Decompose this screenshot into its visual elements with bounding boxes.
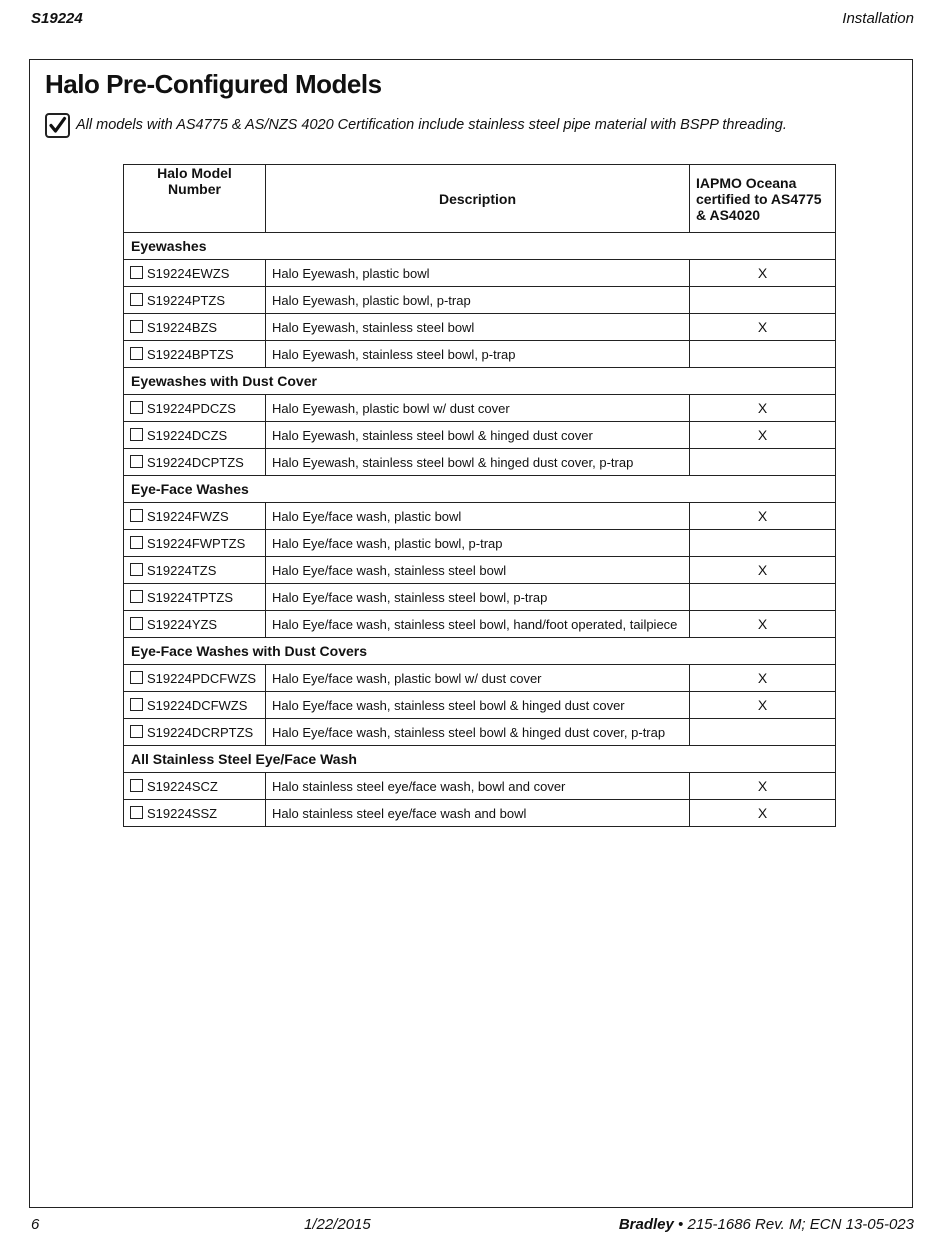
model-checkbox[interactable] bbox=[130, 617, 143, 630]
description-cell: Halo stainless steel eye/face wash, bowl and cover bbox=[266, 773, 690, 800]
table-row bbox=[124, 395, 836, 422]
model-checkbox[interactable] bbox=[130, 563, 143, 576]
header-section: Installation bbox=[842, 10, 914, 27]
model-number: S19224FWPTZS bbox=[147, 535, 246, 551]
certification-mark bbox=[690, 584, 836, 611]
model-number: S19224PDCZS bbox=[147, 400, 236, 416]
table-row bbox=[124, 503, 836, 530]
table-row bbox=[124, 773, 836, 800]
table-row bbox=[124, 557, 836, 584]
model-cell bbox=[124, 449, 266, 476]
certification-mark: X bbox=[690, 314, 836, 341]
model-cell bbox=[124, 314, 266, 341]
model-number: S19224FWZS bbox=[147, 508, 229, 524]
model-checkbox[interactable] bbox=[130, 509, 143, 522]
description-cell: Halo stainless steel eye/face wash and bowl bbox=[266, 800, 690, 827]
table-row bbox=[124, 449, 836, 476]
description-cell: Halo Eyewash, stainless steel bowl & hinged dust cover, p-trap bbox=[266, 449, 690, 476]
model-cell bbox=[124, 395, 266, 422]
table-row bbox=[124, 584, 836, 611]
description-cell: Halo Eye/face wash, stainless steel bowl & hinged dust cover bbox=[266, 692, 690, 719]
model-number: S19224PTZS bbox=[147, 292, 226, 308]
section-row bbox=[124, 476, 836, 503]
model-checkbox[interactable] bbox=[130, 455, 143, 468]
description-cell: Halo Eye/face wash, stainless steel bowl, hand/foot operated, tailpiece bbox=[266, 611, 690, 638]
model-number: S19224DCPTZS bbox=[147, 454, 244, 470]
table-row bbox=[124, 665, 836, 692]
certification-mark bbox=[690, 341, 836, 368]
description-cell: Halo Eyewash, plastic bowl, p-trap bbox=[266, 287, 690, 314]
model-checkbox[interactable] bbox=[130, 671, 143, 684]
table-header-row bbox=[124, 165, 836, 233]
table-row bbox=[124, 314, 836, 341]
model-number: S19224YZS bbox=[147, 616, 218, 632]
model-number: S19224EWZS bbox=[147, 265, 230, 281]
header-doc-id: S19224 bbox=[31, 10, 83, 27]
header-certification: IAPMO Oceana certified to AS4775 & AS4020 bbox=[690, 165, 836, 233]
section-title: Eye-Face Washes with Dust Covers bbox=[124, 638, 836, 665]
table-row bbox=[124, 260, 836, 287]
models-table bbox=[123, 164, 836, 827]
model-checkbox[interactable] bbox=[130, 401, 143, 414]
model-cell bbox=[124, 611, 266, 638]
model-number: S19224SCZ bbox=[147, 778, 218, 794]
model-cell bbox=[124, 665, 266, 692]
model-cell bbox=[124, 260, 266, 287]
certification-mark: X bbox=[690, 611, 836, 638]
model-checkbox[interactable] bbox=[130, 698, 143, 711]
model-number: S19224PDCFWZS bbox=[147, 670, 257, 686]
model-number: S19224TZS bbox=[147, 562, 217, 578]
model-cell bbox=[124, 287, 266, 314]
section-row bbox=[124, 368, 836, 395]
model-cell bbox=[124, 773, 266, 800]
model-checkbox[interactable] bbox=[130, 347, 143, 360]
certification-mark: X bbox=[690, 692, 836, 719]
certification-mark: X bbox=[690, 503, 836, 530]
certification-mark: X bbox=[690, 557, 836, 584]
model-number: S19224DCRPTZS bbox=[147, 724, 254, 740]
model-number: S19224BZS bbox=[147, 319, 218, 335]
certification-mark: X bbox=[690, 422, 836, 449]
certification-mark bbox=[690, 530, 836, 557]
model-cell bbox=[124, 800, 266, 827]
header-model-number: Halo Model Number bbox=[124, 165, 266, 233]
model-checkbox[interactable] bbox=[130, 725, 143, 738]
note-text: All models with AS4775 & AS/NZS 4020 Certification include stainless steel pipe material with BSPP threading. bbox=[76, 117, 787, 133]
footer-brand: Bradley bbox=[618, 1216, 674, 1233]
model-cell bbox=[124, 530, 266, 557]
description-cell: Halo Eye/face wash, stainless steel bowl bbox=[266, 557, 690, 584]
model-checkbox[interactable] bbox=[130, 779, 143, 792]
model-number: S19224SSZ bbox=[147, 805, 218, 821]
section-title: Eyewashes with Dust Cover bbox=[124, 368, 836, 395]
description-cell: Halo Eye/face wash, plastic bowl, p-trap bbox=[266, 530, 690, 557]
section-title: Eyewashes bbox=[124, 233, 836, 260]
table-row bbox=[124, 341, 836, 368]
certification-mark: X bbox=[690, 395, 836, 422]
certification-mark bbox=[690, 449, 836, 476]
model-checkbox[interactable] bbox=[130, 428, 143, 441]
section-row bbox=[124, 638, 836, 665]
description-cell: Halo Eye/face wash, plastic bowl bbox=[266, 503, 690, 530]
description-cell: Halo Eyewash, stainless steel bowl bbox=[266, 314, 690, 341]
table-row bbox=[124, 719, 836, 746]
certification-mark: X bbox=[690, 260, 836, 287]
model-cell bbox=[124, 557, 266, 584]
certification-mark: X bbox=[690, 665, 836, 692]
model-number: S19224DCFWZS bbox=[147, 697, 248, 713]
description-cell: Halo Eye/face wash, plastic bowl w/ dust cover bbox=[266, 665, 690, 692]
footer-date: 1/22/2015 bbox=[304, 1216, 371, 1233]
model-cell bbox=[124, 584, 266, 611]
section-row bbox=[124, 746, 836, 773]
table-row bbox=[124, 692, 836, 719]
header-description: Description bbox=[266, 165, 690, 233]
model-checkbox[interactable] bbox=[130, 806, 143, 819]
certification-mark: X bbox=[690, 773, 836, 800]
description-cell: Halo Eyewash, plastic bowl w/ dust cover bbox=[266, 395, 690, 422]
model-checkbox[interactable] bbox=[130, 536, 143, 549]
model-cell bbox=[124, 341, 266, 368]
description-cell: Halo Eye/face wash, stainless steel bowl, p-trap bbox=[266, 584, 690, 611]
description-cell: Halo Eyewash, plastic bowl bbox=[266, 260, 690, 287]
certification-mark bbox=[690, 287, 836, 314]
certification-mark bbox=[690, 719, 836, 746]
section-row bbox=[124, 233, 836, 260]
description-cell: Halo Eyewash, stainless steel bowl & hinged dust cover bbox=[266, 422, 690, 449]
model-cell bbox=[124, 692, 266, 719]
section-title: Eye-Face Washes bbox=[124, 476, 836, 503]
model-cell bbox=[124, 422, 266, 449]
model-number: S19224BPTZS bbox=[147, 346, 234, 362]
model-number: S19224DCZS bbox=[147, 427, 228, 443]
model-checkbox[interactable] bbox=[130, 590, 143, 603]
footer-page-number: 6 bbox=[31, 1216, 40, 1233]
model-number: S19224TPTZS bbox=[147, 589, 233, 605]
certification-mark: X bbox=[690, 800, 836, 827]
table-row bbox=[124, 422, 836, 449]
footer-doc-number: 215-1686 Rev. M; ECN 13-05-023 bbox=[687, 1216, 914, 1233]
table-row bbox=[124, 287, 836, 314]
checkmark-icon bbox=[45, 113, 70, 138]
section-title: All Stainless Steel Eye/Face Wash bbox=[124, 746, 836, 773]
model-checkbox[interactable] bbox=[130, 293, 143, 306]
table-row bbox=[124, 611, 836, 638]
model-cell bbox=[124, 719, 266, 746]
footer-doc-ref bbox=[619, 1216, 914, 1233]
table-row bbox=[124, 530, 836, 557]
model-checkbox[interactable] bbox=[130, 266, 143, 279]
table-row bbox=[124, 800, 836, 827]
footer-separator: • bbox=[678, 1216, 684, 1233]
table-body bbox=[124, 233, 836, 827]
description-cell: Halo Eyewash, stainless steel bowl, p-trap bbox=[266, 341, 690, 368]
page-title: Halo Pre-Configured Models bbox=[45, 69, 382, 99]
description-cell: Halo Eye/face wash, stainless steel bowl & hinged dust cover, p-trap bbox=[266, 719, 690, 746]
model-checkbox[interactable] bbox=[130, 320, 143, 333]
model-cell bbox=[124, 503, 266, 530]
